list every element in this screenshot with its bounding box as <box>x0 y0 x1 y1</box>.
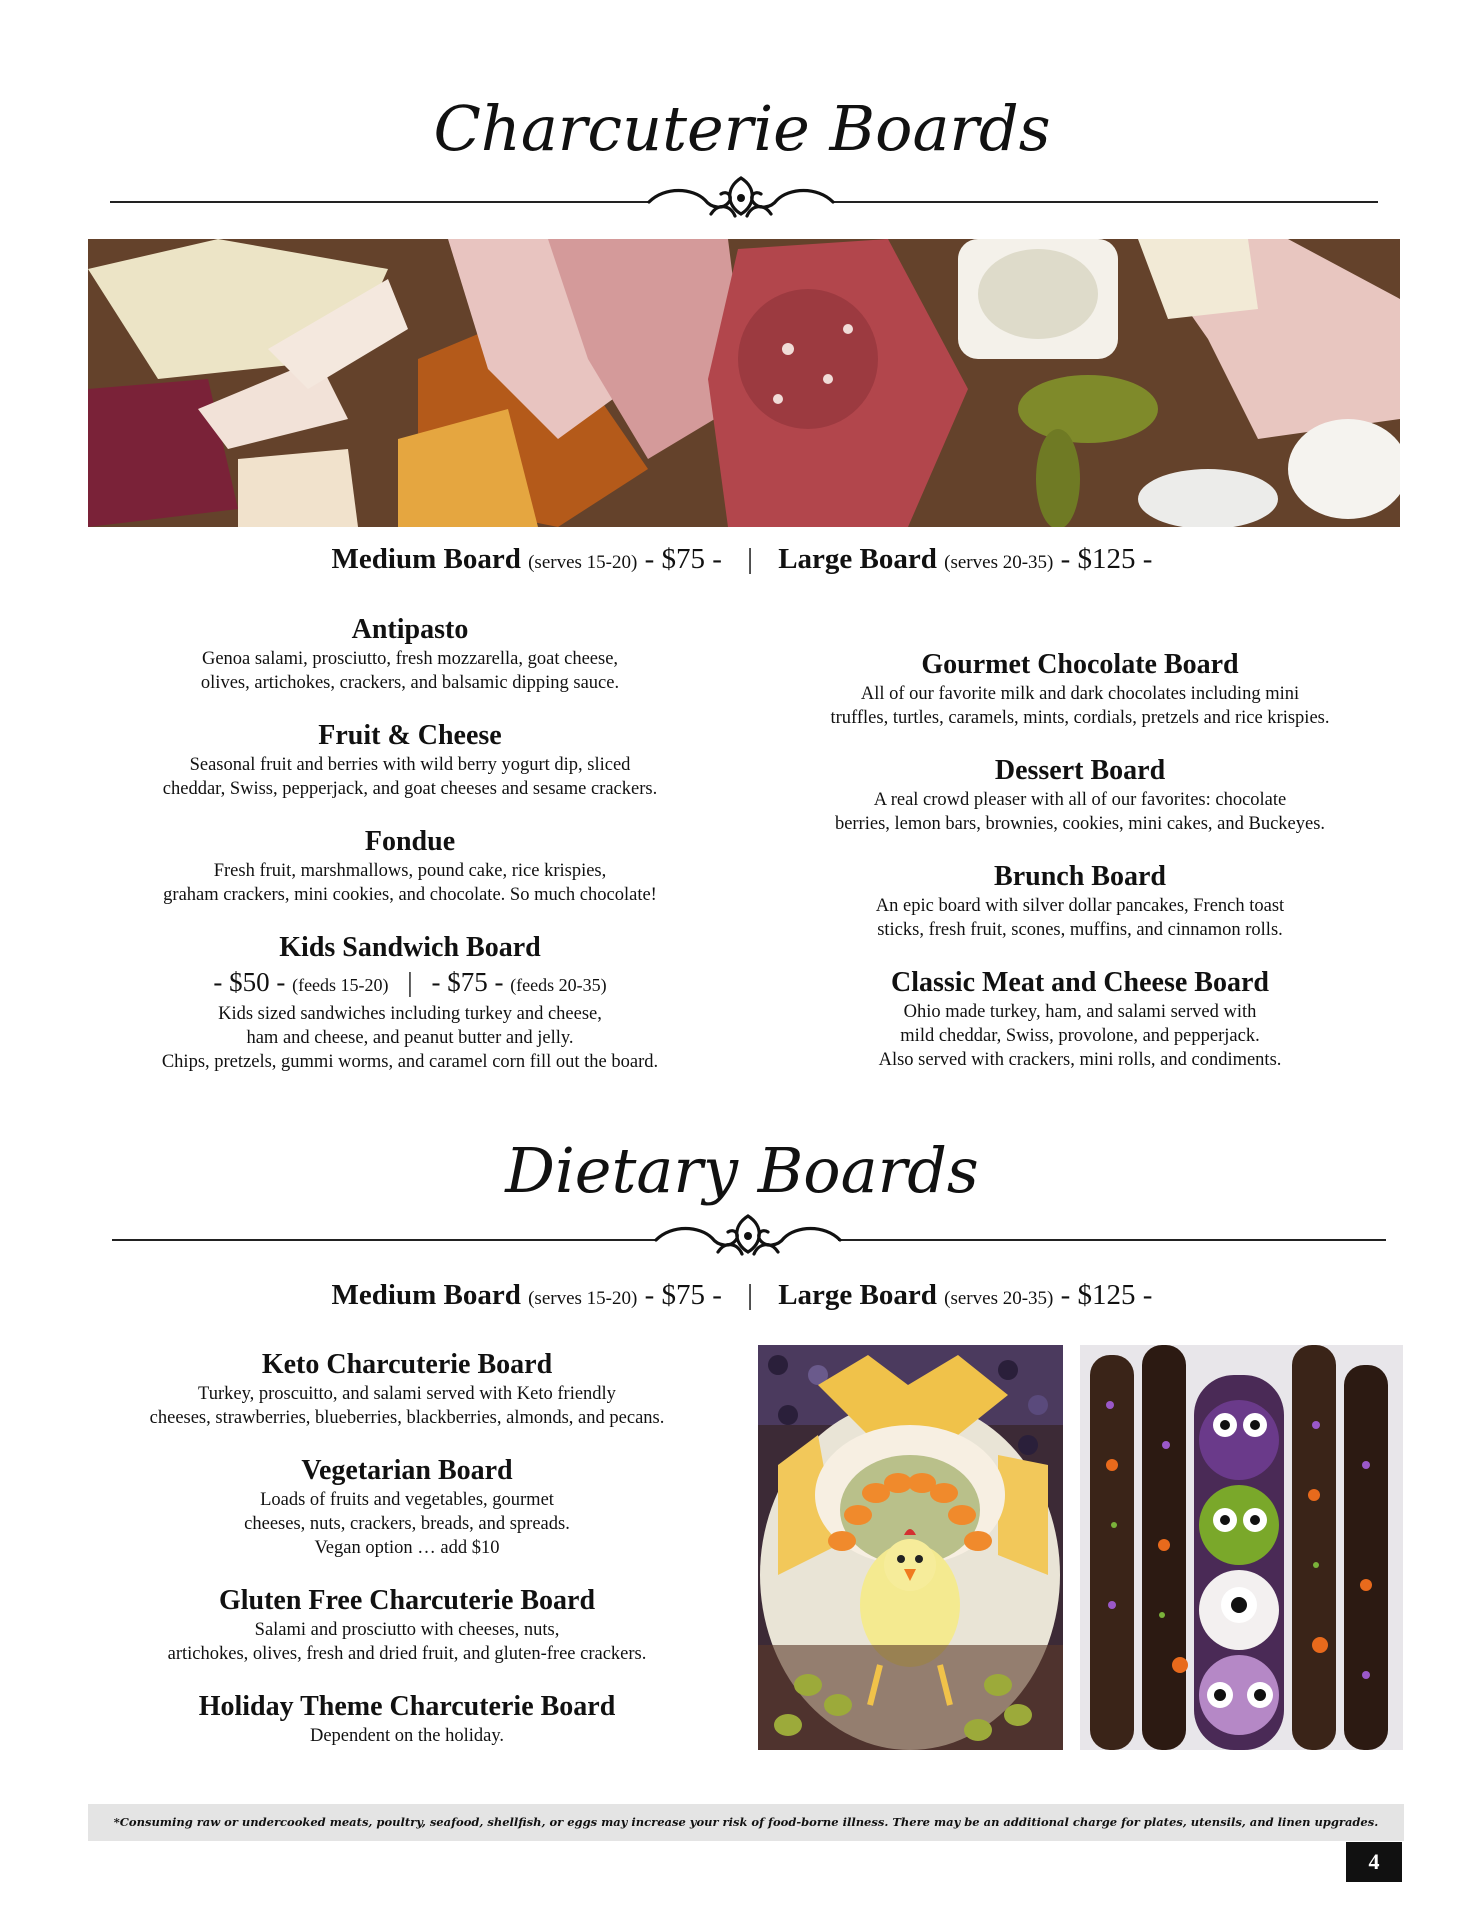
item-title: Gourmet Chocolate Board <box>921 649 1239 680</box>
item-desc-line: berries, lemon bars, brownies, cookies, mini cakes, and Buckeyes. <box>834 814 1326 834</box>
menu-item-brunch <box>770 860 1390 942</box>
item-desc-line: ham and cheese, and peanut butter and jelly. <box>246 1028 574 1048</box>
item-desc-line: sticks, fresh fruit, scones, muffins, and cinnamon rolls. <box>877 920 1283 940</box>
medium-board-serves: (serves 15-20) <box>528 552 638 573</box>
item-desc-line: Ohio made turkey, ham, and salami served with <box>903 1002 1257 1022</box>
title-rule-left <box>110 201 650 203</box>
kids-feeds-large: (feeds 20-35) <box>510 975 607 995</box>
title-rule-right <box>832 201 1378 203</box>
item-desc-line: Also served with crackers, mini rolls, and condiments. <box>878 1050 1282 1070</box>
large-board-price: - $125 - <box>1060 1279 1153 1311</box>
item-desc-line: All of our favorite milk and dark chocolates including mini <box>860 684 1300 704</box>
menu-item-holiday <box>92 1690 722 1748</box>
item-title: Fondue <box>364 826 456 857</box>
item-desc-line: Genoa salami, prosciutto, fresh mozzarella, goat cheese, <box>201 649 619 669</box>
item-title: Fruit & Cheese <box>318 720 502 751</box>
large-board-label: Large Board <box>778 543 937 575</box>
menu-item-classic-meat-cheese <box>770 966 1390 1072</box>
large-board-serves: (serves 20-35) <box>944 552 1054 573</box>
title-rule-right <box>838 1239 1386 1241</box>
price-separator: | <box>747 543 753 575</box>
kids-price-large: - $75 - <box>431 967 504 997</box>
item-desc-line: A real crowd pleaser with all of our favorites: chocolate <box>873 790 1287 810</box>
flourish-ornament-icon <box>645 172 837 224</box>
item-desc-line: olives, artichokes, crackers, and balsamic dipping sauce. <box>200 673 620 693</box>
kids-price-separator: | <box>407 967 413 997</box>
kids-feeds-small: (feeds 15-20) <box>292 975 389 995</box>
item-desc-line: Salami and prosciutto with cheeses, nuts, <box>254 1620 560 1640</box>
item-title: Dessert Board <box>994 755 1166 786</box>
kids-price-small: - $50 - <box>213 967 286 997</box>
page-number-badge: 4 <box>1346 1842 1402 1882</box>
item-title: Classic Meat and Cheese Board <box>891 967 1269 998</box>
item-desc-line: Turkey, proscuitto, and salami served with Keto friendly <box>198 1384 616 1404</box>
medium-board-price: - $75 - <box>644 543 722 575</box>
charcuterie-hero-photo <box>88 239 1400 527</box>
item-desc-line: Fresh fruit, marshmallows, pound cake, rice krispies, <box>213 861 607 881</box>
item-desc-line: An epic board with silver dollar pancakes, French toast <box>875 896 1285 916</box>
menu-item-gluten-free <box>92 1584 722 1666</box>
medium-board-label: Medium Board <box>331 543 521 575</box>
kids-price-line <box>100 965 720 1002</box>
item-desc-line: Loads of fruits and vegetables, gourmet <box>260 1490 554 1510</box>
large-board-label: Large Board <box>778 1279 937 1311</box>
menu-item-antipasto <box>100 613 720 695</box>
medium-board-serves: (serves 15-20) <box>528 1288 638 1309</box>
title-rule-left <box>112 1239 657 1241</box>
item-desc-line: mild cheddar, Swiss, provolone, and pepperjack. <box>900 1026 1260 1046</box>
flourish-ornament-icon <box>652 1210 844 1262</box>
charcuterie-left-column <box>100 613 720 1074</box>
menu-item-dessert <box>770 754 1390 836</box>
item-title: Gluten Free Charcuterie Board <box>218 1585 596 1616</box>
item-desc-line: Kids sized sandwiches including turkey and cheese, <box>218 1004 602 1024</box>
menu-item-fondue <box>100 825 720 907</box>
item-desc-line: cheddar, Swiss, pepperjack, and goat cheeses and sesame crackers. <box>162 779 658 799</box>
charcuterie-title: Charcuterie Boards <box>433 92 1051 165</box>
item-desc-line: Vegan option … add $10 <box>314 1538 500 1558</box>
medium-board-price: - $75 - <box>644 1279 722 1311</box>
menu-item-kids-sandwich <box>100 931 720 1074</box>
item-desc-line: cheeses, strawberries, blueberries, blackberries, almonds, and pecans. <box>149 1408 665 1428</box>
price-separator: | <box>747 1279 753 1311</box>
food-safety-disclaimer: *Consuming raw or undercooked meats, poultry, seafood, shellfish, or eggs may increase your risk of food-borne illness. There may be an additional charge for plates, utensils, and linen upgrades. <box>88 1804 1404 1841</box>
dietary-price-line <box>0 1279 1484 1312</box>
item-desc-line: graham crackers, mini cookies, and chocolate. So much chocolate! <box>163 885 657 905</box>
item-title: Holiday Theme Charcuterie Board <box>198 1691 616 1722</box>
item-desc-line: Chips, pretzels, gummi worms, and caramel corn fill out the board. <box>161 1052 659 1072</box>
menu-item-vegetarian <box>92 1454 722 1560</box>
item-title: Antipasto <box>351 614 469 645</box>
item-title: Vegetarian Board <box>301 1455 513 1486</box>
charcuterie-price-line <box>0 543 1484 576</box>
dietary-column <box>92 1348 722 1748</box>
menu-item-gourmet-chocolate <box>770 648 1390 730</box>
item-title: Kids Sandwich Board <box>279 932 541 963</box>
large-board-price: - $125 - <box>1060 543 1153 575</box>
charcuterie-right-column <box>770 648 1390 1072</box>
item-title: Brunch Board <box>994 861 1166 892</box>
dietary-title: Dietary Boards <box>505 1134 979 1207</box>
item-desc-line: truffles, turtles, caramels, mints, cordials, pretzels and rice krispies. <box>830 708 1330 728</box>
menu-item-keto <box>92 1348 722 1430</box>
item-desc-line: Seasonal fruit and berries with wild berry yogurt dip, sliced <box>189 755 631 775</box>
item-desc-line: cheeses, nuts, crackers, breads, and spreads. <box>244 1514 570 1534</box>
large-board-serves: (serves 20-35) <box>944 1288 1054 1309</box>
item-desc-line: artichokes, olives, fresh and dried fruit, and gluten-free crackers. <box>167 1644 647 1664</box>
halloween-pretzel-photo <box>1080 1345 1403 1750</box>
item-title: Keto Charcuterie Board <box>261 1349 553 1380</box>
turkey-board-photo <box>758 1345 1063 1750</box>
menu-item-fruit-cheese <box>100 719 720 801</box>
medium-board-label: Medium Board <box>331 1279 521 1311</box>
item-desc-line: Dependent on the holiday. <box>309 1726 505 1746</box>
